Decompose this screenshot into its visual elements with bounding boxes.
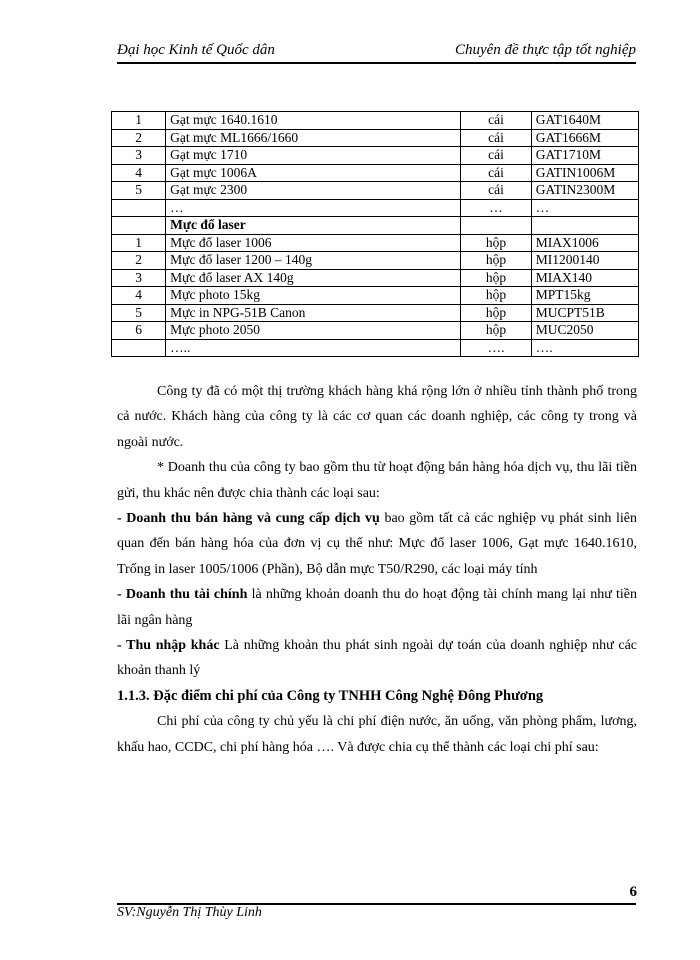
paragraph-sales-revenue — [117, 506, 637, 582]
row-code: GATIN2300M — [531, 182, 638, 200]
row-code: MUCPT51B — [531, 304, 638, 322]
body-text — [117, 379, 637, 760]
table-row — [112, 269, 639, 287]
row-number: 1 — [112, 112, 166, 130]
table-row — [112, 129, 639, 147]
row-code: …. — [531, 339, 638, 357]
row-unit: cái — [461, 164, 531, 182]
row-unit: cái — [461, 129, 531, 147]
row-item-name: Mực photo 2050 — [166, 322, 461, 340]
row-number: 3 — [112, 147, 166, 165]
financial-revenue-desc: là những khoản doanh thu do hoạt động tài chính mang lại như tiền lãi ngân hàng — [117, 587, 637, 628]
paragraph-costs: Chi phí của công ty chủ yếu là chi phí điện nước, ăn uống, văn phòng phẩm, lương, khấu hao, CCDC, chi phí hàng hóa …. Và được chia cụ thể thành các loại chi phí sau: — [117, 714, 637, 755]
row-number: 4 — [112, 287, 166, 305]
paragraph-revenue-intro: * Doanh thu của công ty bao gồm thu từ hoạt động bán hàng hóa dịch vụ, thu lãi tiền gửi, thu khác nên được chia thành các loại sau: — [117, 460, 637, 501]
row-number: 4 — [112, 164, 166, 182]
paragraph-financial-revenue — [117, 582, 637, 633]
row-unit: hộp — [461, 287, 531, 305]
page-number: 6 — [629, 884, 637, 900]
financial-revenue-term: - Doanh thu tài chính — [117, 587, 248, 603]
row-unit: … — [461, 199, 531, 217]
table-row — [112, 164, 639, 182]
other-income-desc: Là những khoản thu phát sinh ngoài dự toán của doanh nghiệp như các khoản thanh lý — [117, 638, 637, 679]
row-code: MPT15kg — [531, 287, 638, 305]
row-code — [531, 217, 638, 235]
paragraph-market: Công ty đã có một thị trường khách hàng khá rộng lớn ở nhiều tỉnh thành phố trong cả nước. Khách hàng của công ty là các cơ quan các doanh nghiệp, các công ty trong và ngoài nước. — [117, 384, 637, 450]
row-item-name: Gạt mực 1006A — [166, 164, 461, 182]
row-unit: hộp — [461, 322, 531, 340]
row-item-name: Mực in NPG-51B Canon — [166, 304, 461, 322]
row-unit: cái — [461, 182, 531, 200]
section-heading: 1.1.3. Đặc điểm chi phí của Công ty TNHH Công Nghệ Đông Phương — [117, 687, 544, 704]
row-unit: cái — [461, 147, 531, 165]
row-code: MUC2050 — [531, 322, 638, 340]
row-code: GATIN1006M — [531, 164, 638, 182]
row-number — [112, 217, 166, 235]
row-item-name: Mực đổ laser 1200 – 140g — [166, 252, 461, 270]
table-row — [112, 304, 639, 322]
header-university: Đại học Kinh tế Quốc dân — [117, 42, 275, 58]
row-unit: cái — [461, 112, 531, 130]
row-item-name: Gạt mực 2300 — [166, 182, 461, 200]
row-unit: …. — [461, 339, 531, 357]
row-number: 5 — [112, 304, 166, 322]
row-number: 3 — [112, 269, 166, 287]
other-income-term: - Thu nhập khác — [117, 638, 220, 654]
row-code: MIAX140 — [531, 269, 638, 287]
sales-revenue-term: - Doanh thu bán hàng và cung cấp dịch vụ — [117, 511, 380, 527]
product-table — [111, 111, 639, 357]
row-item-name: Mực photo 15kg — [166, 287, 461, 305]
row-item-name: Gạt mực 1710 — [166, 147, 461, 165]
row-number — [112, 199, 166, 217]
row-code: GAT1710M — [531, 147, 638, 165]
row-item-name: Gạt mực ML1666/1660 — [166, 129, 461, 147]
table-row — [112, 322, 639, 340]
row-code: MIAX1006 — [531, 234, 638, 252]
row-number: 5 — [112, 182, 166, 200]
row-unit: hộp — [461, 304, 531, 322]
row-code: GAT1640M — [531, 112, 638, 130]
row-item-name: Mực đổ laser 1006 — [166, 234, 461, 252]
table-row — [112, 252, 639, 270]
table-row — [112, 147, 639, 165]
row-unit: hộp — [461, 269, 531, 287]
row-item-name: Mực đổ laser — [166, 217, 461, 235]
page-header — [117, 40, 636, 64]
row-unit — [461, 217, 531, 235]
row-code: GAT1666M — [531, 129, 638, 147]
row-number: 2 — [112, 129, 166, 147]
header-document-type: Chuyên đề thực tập tốt nghiệp — [454, 42, 636, 58]
row-item-name: Mực đổ laser AX 140g — [166, 269, 461, 287]
row-code: MI1200140 — [531, 252, 638, 270]
row-number: 2 — [112, 252, 166, 270]
footer-author: SV:Nguyễn Thị Thùy Linh — [117, 905, 262, 920]
row-number: 1 — [112, 234, 166, 252]
paragraph-other-income — [117, 633, 637, 684]
row-item-name: Gạt mực 1640.1610 — [166, 112, 461, 130]
row-item-name: ….. — [166, 339, 461, 357]
row-unit: hộp — [461, 234, 531, 252]
row-code: … — [531, 199, 638, 217]
table-row — [112, 199, 639, 217]
row-number: 6 — [112, 322, 166, 340]
row-item-name: … — [166, 199, 461, 217]
sales-revenue-desc: bao gồm tất cả các nghiệp vụ phát sinh liên quan đến bán hàng hóa của đơn vị cụ thể như: Mực đổ laser 1006, Gạt mực 1640.1610, Trống in laser 1005/1006 (Phần), Bộ dẫn mực T50/R290, các loại máy tính — [117, 511, 637, 577]
table-row — [112, 182, 639, 200]
table-row — [112, 112, 639, 130]
table-row — [112, 234, 639, 252]
table-row — [112, 217, 639, 235]
row-unit: hộp — [461, 252, 531, 270]
table-row — [112, 339, 639, 357]
table-row — [112, 287, 639, 305]
row-number — [112, 339, 166, 357]
